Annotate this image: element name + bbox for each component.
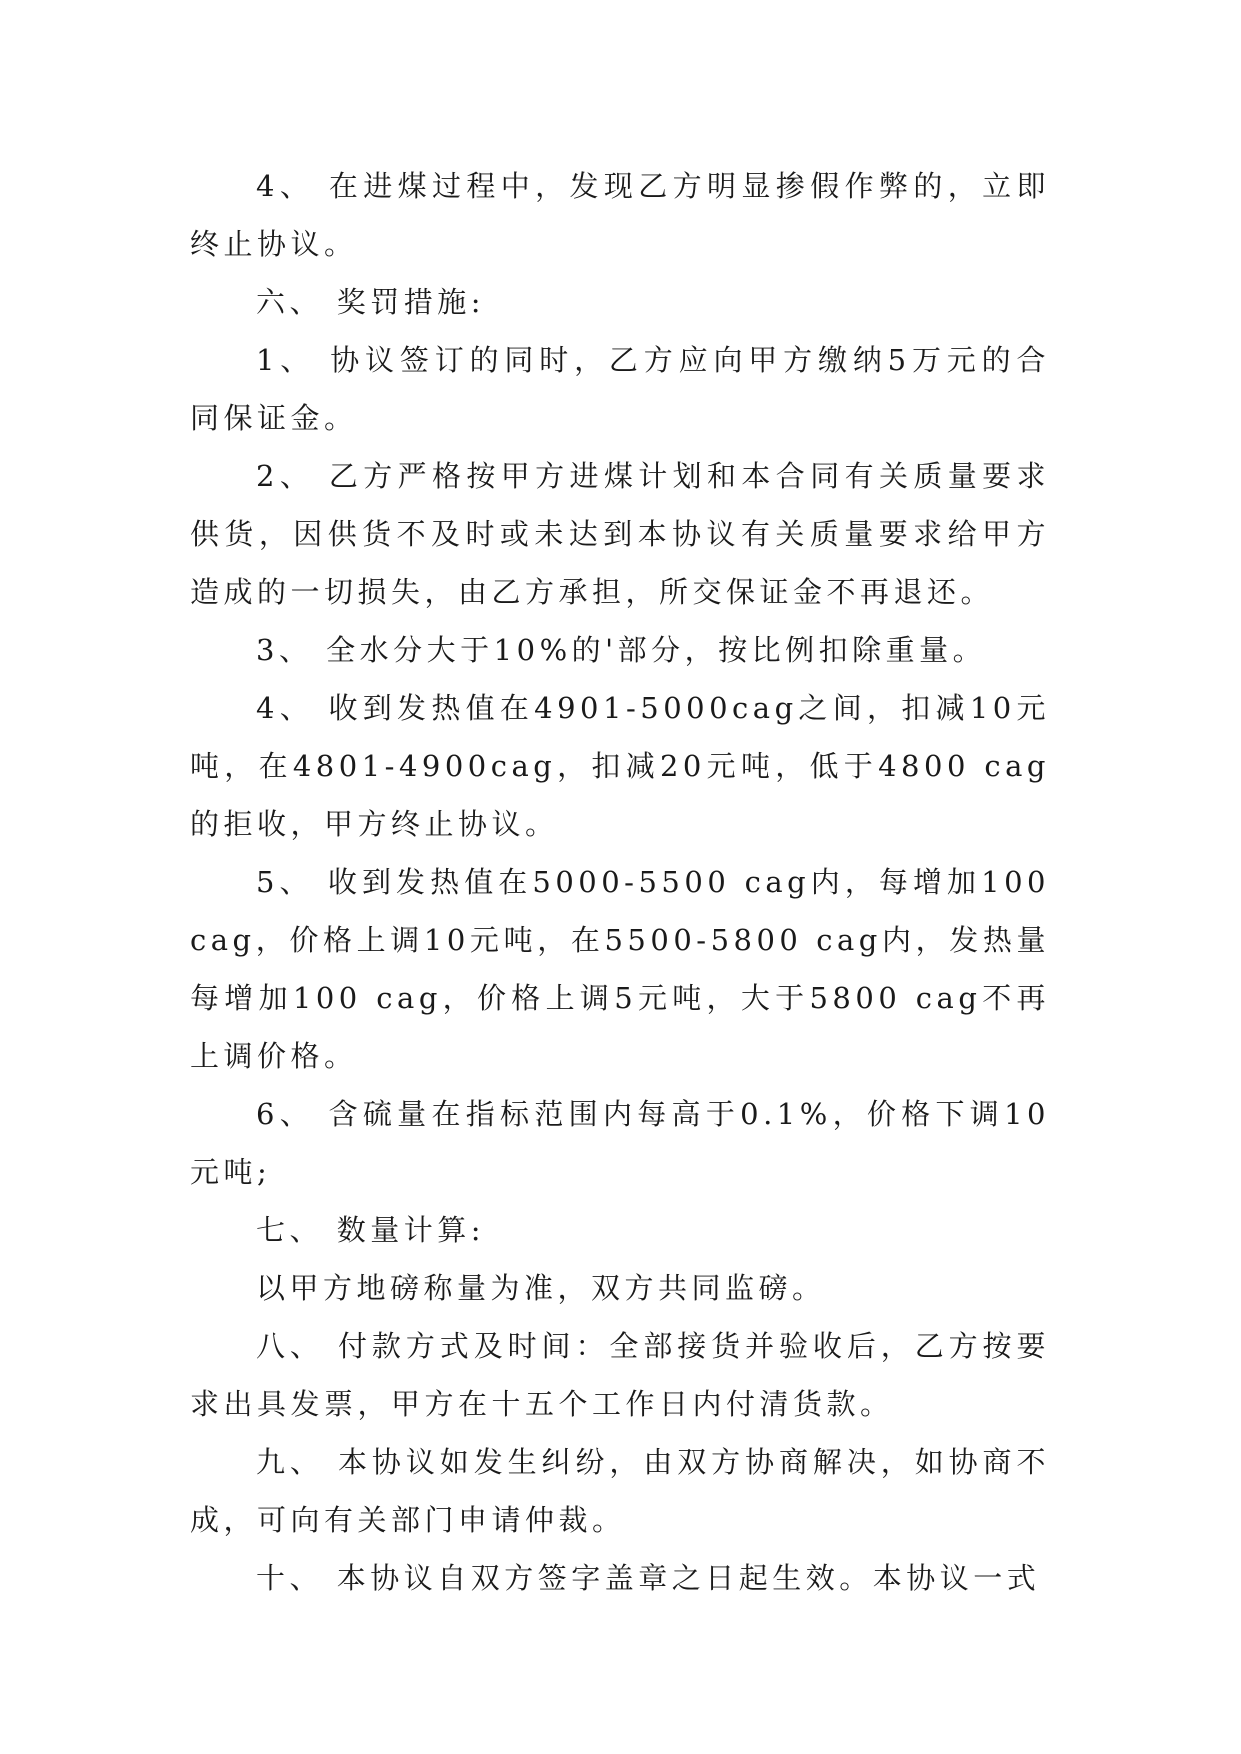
clause-2-supply: 2、 乙方严格按甲方进煤计划和本合同有关质量要求供货，因供货不及时或未达到本协议有关质量要求给甲方造成的一切损失，由乙方承担，所交保证金不再退还。 [190,459,1050,609]
document-page [190,0,1064,1607]
section-6-heading: 六、 奖罚措施: [256,285,485,319]
section-7-heading: 七、 数量计算: [256,1213,485,1247]
section-10-effect: 十、 本协议自双方签字盖章之日起生效。本协议一式 [256,1561,1041,1595]
clause-6-sulfur: 6、 含硫量在指标范围内每高于0.1%，价格下调10元吨; [190,1097,1050,1189]
clause-4-heat-deduction: 4、 收到发热值在4901-5000cag之间，扣减10元吨，在4801-4900cag，扣减20元吨，低于4800 cag的拒收，甲方终止协议。 [190,691,1050,841]
clause-5-heat-bonus: 5、 收到发热值在5000-5500 cag内，每增加100 cag，价格上调10元吨，在5500-5800 cag内，发热量每增加100 cag，价格上调5元吨，大于5800 cag不再上调价格。 [190,865,1064,1073]
section-9-dispute: 九、 本协议如发生纠纷，由双方协商解决，如协商不成，可向有关部门申请仲裁。 [190,1445,1050,1537]
section-7-body: 以甲方地磅称量为准，双方共同监磅。 [256,1271,826,1305]
section-8-payment: 八、 付款方式及时间：全部接货并验收后，乙方按要求出具发票，甲方在十五个工作日内付清货款。 [190,1329,1050,1421]
clause-3-moisture: 3、 全水分大于10%的'部分，按比例扣除重量。 [256,633,987,667]
clause-1-deposit: 1、 协议签订的同时，乙方应向甲方缴纳5万元的合同保证金。 [190,343,1050,435]
clause-4-termination: 4、 在进煤过程中，发现乙方明显掺假作弊的，立即终止协议。 [190,169,1050,261]
